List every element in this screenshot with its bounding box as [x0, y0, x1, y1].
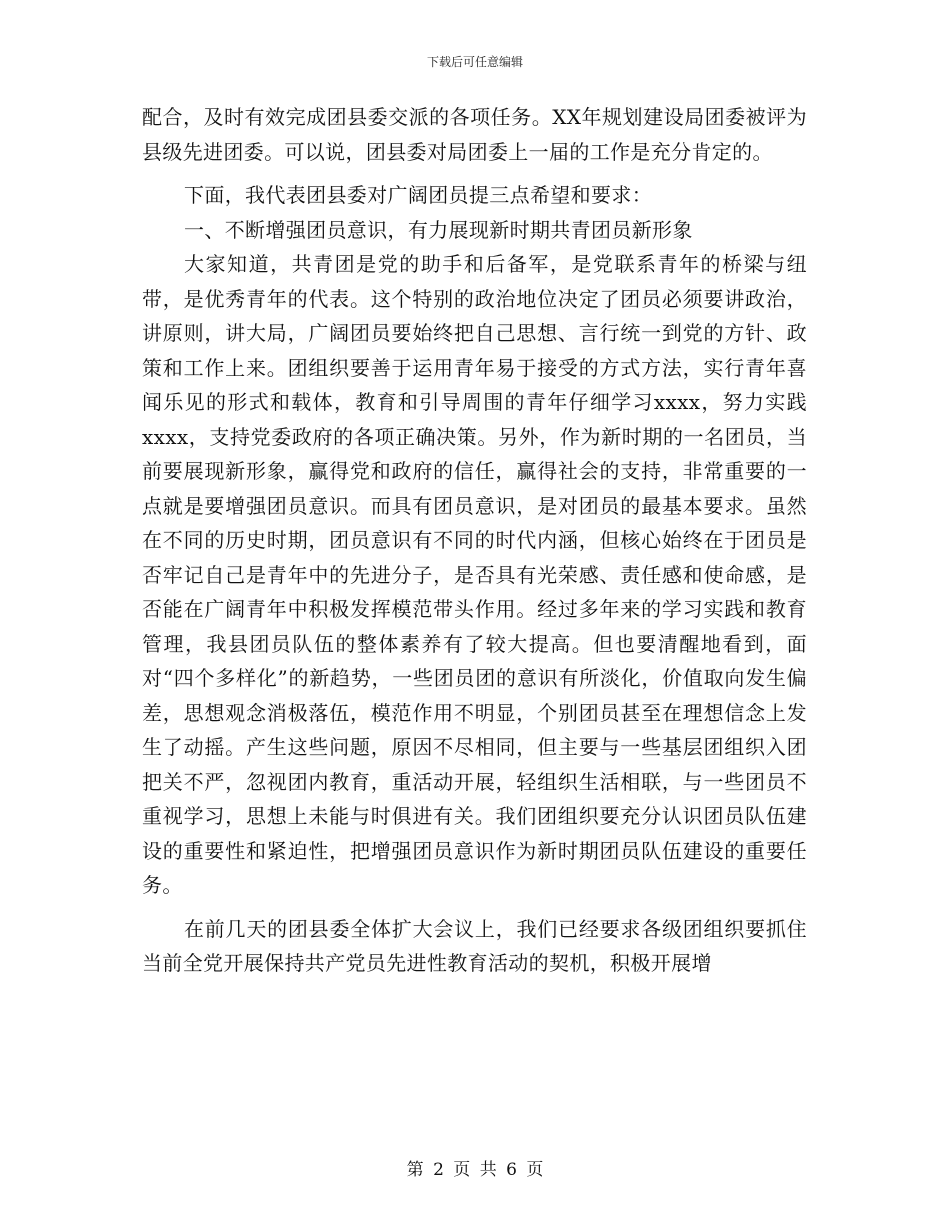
page-number: 第 2 页 共 6 页	[406, 1160, 544, 1180]
paragraph-last: 在前几天的团县委全体扩大会议上，我们已经要求各级团组织要抓住当前全党开展保持共产党员先进性教育活动的契机，积极开展增	[142, 916, 807, 975]
page-header: 下载后可任意编辑	[426, 55, 523, 69]
paragraph-intro: 下面，我代表团县委对广阔团员提三点希望和要求：	[184, 183, 653, 207]
paragraph-continued: 配合，及时有效完成团县委交派的各项任务。XX年规划建设局团委被评为县级先进团委。可以说，团县委对局团委上一届的工作是充分肯定的。	[142, 105, 807, 164]
document-body	[142, 100, 807, 981]
section-heading: 一、不断增强团员意识，有力展现新时期共青团员新形象	[184, 217, 693, 242]
paragraph-main: 大家知道，共青团是党的助手和后备军，是党联系青年的桥梁与纽带，是优秀青年的代表。这个特别的政治地位决定了团员必须要讲政治，讲原则，讲大局，广阔团员要始终把自己思想、言行统一到党的方针、政策和工作上来。团组织要善于运用青年易于接受的方式方法，实行青年喜闻乐见的形式和载体，教育和引导周围的青年仔细学习xxxx，努力实践xxxx，支持党委政府的各项正确决策。另外，作为新时期的一名团员，当前要展现新形象，赢得党和政府的信任，赢得社会的支持，非常重要的一点就是要增强团员意识。而具有团员意识，是对团员的最基本要求。虽然在不同的历史时期，团员意识有不同的时代内涵，但核心始终在于团员是否牢记自己是青年中的先进分子，是否具有光荣感、责任感和使命感，是否能在广阔青年中积极发挥模范带头作用。经过多年来的学习实践和教育管理，我县团员队伍的整体素养有了较大提高。但也要清醒地看到，面对“四个多样化”的新趋势，一些团员团的意识有所淡化，价值取向发生偏差，思想观念消极落伍，模范作用不明显，个别团员甚至在理想信念上发生了动摇。产生这些问题，原因不尽相同，但主要与一些基层团组织入团把关不严，忽视团内教育，重活动开展，轻组织生活相联，与一些团员不重视学习，思想上未能与时俱进有关。我们团组织要充分认识团员队伍建设的重要性和紧迫性，把增强团员意识作为新时期团员队伍建设的重要任务。	[142, 252, 807, 897]
